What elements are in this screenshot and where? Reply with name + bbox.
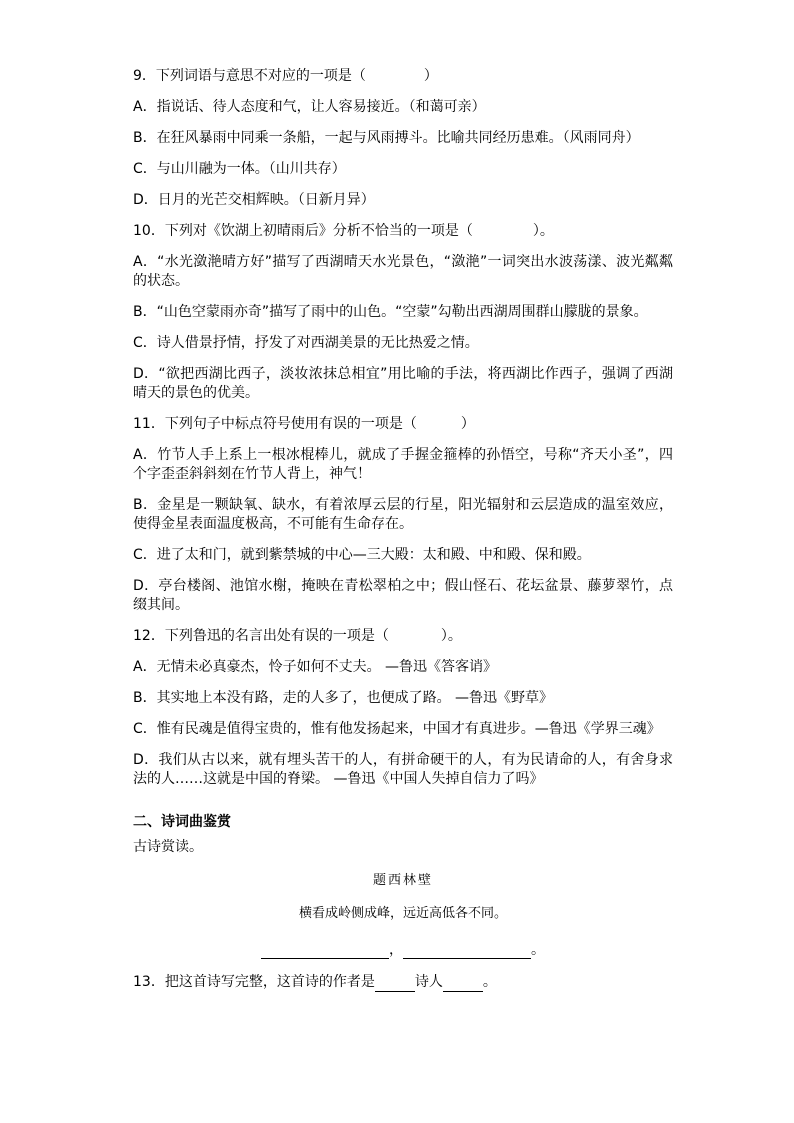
q12-stem (133, 627, 673, 646)
q9-option-d: D．日月的光芒交相辉映。（日新月异） (133, 192, 375, 208)
q10-stem-close: ）。 (532, 223, 554, 239)
poem-line-1: 横看成岭侧成峰，远近高低各不同。 (298, 906, 507, 921)
poem-blank-2[interactable] (403, 944, 531, 959)
q12-stem-close: ）。 (440, 628, 462, 644)
q9-option-a: A．指说话、待人态度和气，让人容易接近。（和蔼可亲） (133, 99, 486, 115)
q13-stem-text: 13．把这首诗写完整，这首诗的作者是 (133, 974, 375, 990)
q10-option-d: D．“欲把西湖比西子，淡妆浓抹总相宜”用比喻的手法，将西湖比作西子，强调了西湖晴天的景色的优美。 (133, 366, 673, 401)
q10-stem (133, 222, 673, 241)
q13-stem-end: 。 (482, 974, 497, 990)
q12-option-d: D．我们从古以来，就有埋头苦干的人，有拼命硬干的人，有为民请命的人，有舍身求法的人……这就是中国的脊梁。 —鲁迅《中国人失掉自信力了吗》 (133, 752, 673, 787)
q11-option-b: B．金星是一颗缺氧、缺水，有着浓厚云层的行星，阳光辐射和云层造成的温室效应，使得金星表面温度极高，不可能有生命存在。 (133, 497, 673, 532)
q13-stem (133, 973, 673, 992)
poem-fill-row (133, 939, 673, 959)
poem-blank-1[interactable] (261, 944, 389, 959)
q9-stem-text: 9．下列词语与意思不对应的一项是（ (133, 68, 366, 84)
q12-option-b: B．其实地上本没有路，走的人多了，也便成了路。 —鲁迅《野草》 (133, 690, 554, 706)
q13-stem-mid: 诗人 (414, 974, 443, 990)
q9-option-c: C．与山川融为一体。（山川共存） (133, 161, 346, 177)
q10-stem-text: 10．下列对《饮湖上初晴雨后》分析不恰当的一项是（ (133, 223, 473, 239)
poem-title: 题西林壁 (372, 873, 433, 888)
poem-fill-comma: ， (389, 942, 403, 958)
q13-poet-blank[interactable] (443, 977, 483, 992)
q9-stem (133, 67, 673, 86)
q11-option-a: A．竹节人手上系上一根冰棍棒儿，就成了手握金箍棒的孙悟空，号称“齐天小圣”，四个字歪歪斜斜刻在竹节人背上，神气！ (133, 447, 673, 482)
q11-option-c: C．进了太和门，就到紫禁城的中心—三大殿：太和殿、中和殿、保和殿。 (133, 547, 591, 563)
q12-option-a: A．无情未必真豪杰，怜子如何不丈夫。 —鲁迅《答客诮》 (133, 659, 498, 675)
q13-era-blank[interactable] (375, 977, 415, 992)
q10-option-c: C．诗人借景抒情，抒发了对西湖美景的无比热爱之情。 (133, 335, 479, 351)
q12-stem-text: 12．下列鲁迅的名言出处有误的一项是（ (133, 628, 389, 644)
q10-option-b: B．“山色空蒙雨亦奇”描写了雨中的山色。“空蒙”勾勒出西湖周围群山朦胧的景象。 (133, 304, 648, 320)
worksheet-content (133, 67, 673, 1004)
section-heading: 二、诗词曲鉴赏 (133, 814, 231, 830)
q10-option-a: A．“水光潋滟晴方好”描写了西湖晴天水光景色，“潋滟”一词突出水波荡漾、波光粼粼的状态。 (133, 254, 673, 289)
q9-option-b: B．在狂风暴雨中同乘一条船，一起与风雨搏斗。比喻共同经历患难。（风雨同舟） (133, 130, 640, 146)
q9-stem-close: ） (423, 68, 438, 84)
section-intro: 古诗赏读。 (133, 839, 203, 855)
q11-stem (133, 415, 673, 434)
q11-stem-close: ） (460, 416, 475, 432)
q12-option-c: C．惟有民魂是值得宝贵的，惟有他发扬起来，中国才有真进步。—鲁迅《学界三魂》 (133, 721, 661, 737)
poem-fill-period: 。 (531, 942, 545, 958)
q11-stem-text: 11．下列句子中标点符号使用有误的一项是（ (133, 416, 417, 432)
q11-option-d: D．亭台楼阁、池馆水榭，掩映在青松翠柏之中；假山怪石、花坛盆景、藤萝翠竹，点缀其间。 (133, 578, 673, 613)
